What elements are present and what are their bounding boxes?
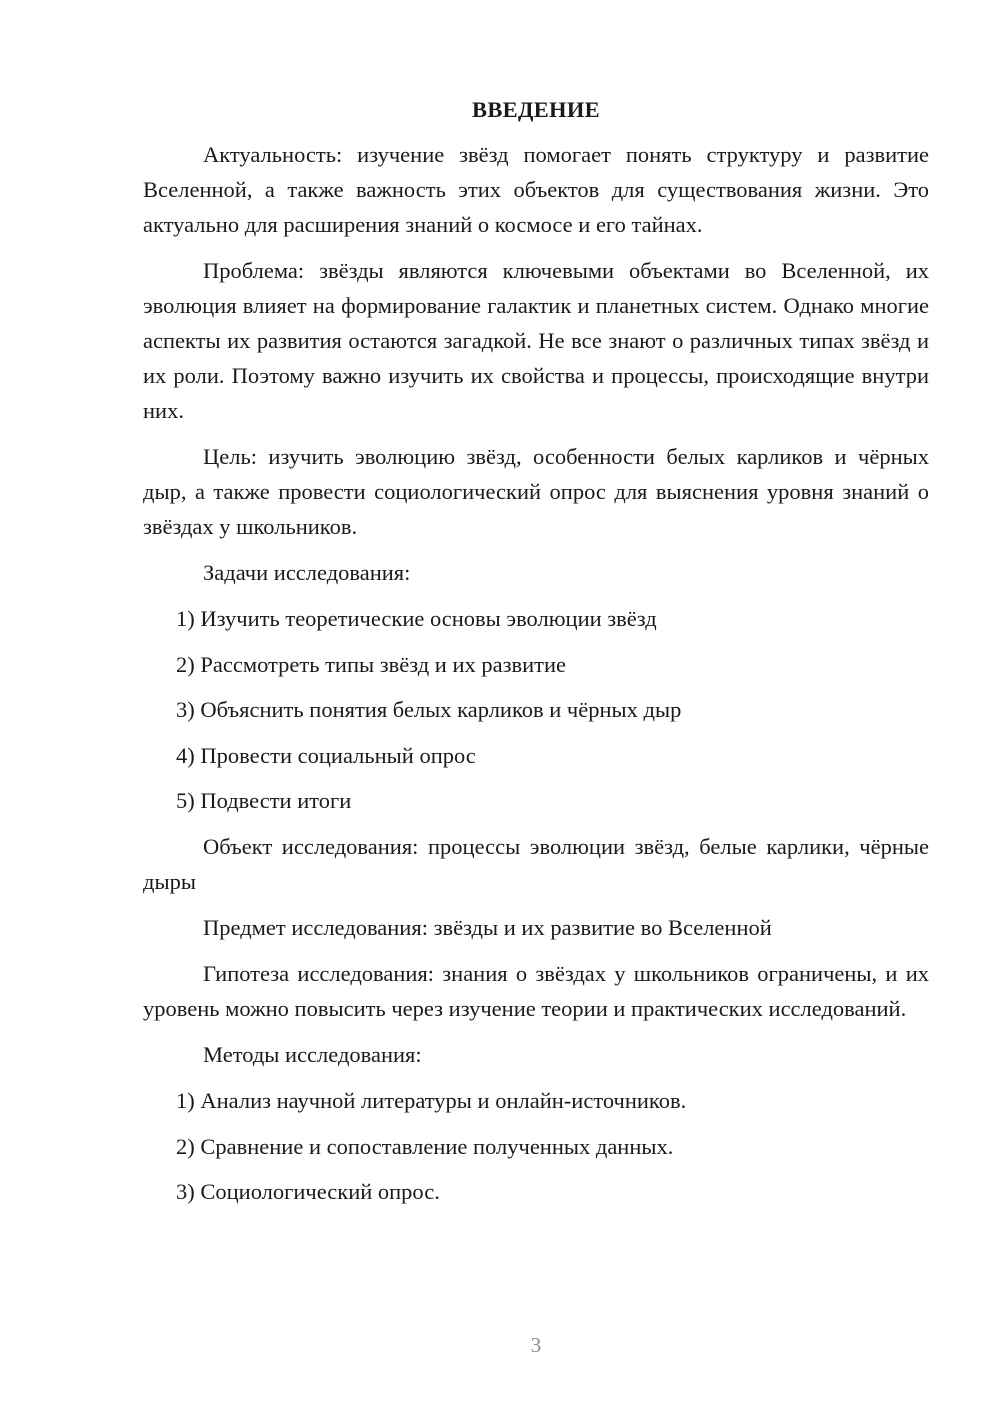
problem-paragraph: Проблема: звёзды являются ключевыми объектами во Вселенной, их эволюция влияет на формирование галактик и планетных систем. Однако многие аспекты их развития остаются загадкой. Не все знают о различных типах звёзд и их роли. Поэтому важно изучить их свойства и процессы, происходящие внутри них. <box>143 258 929 423</box>
methods-list <box>143 1083 929 1209</box>
hypothesis-paragraph: Гипотеза исследования: знания о звёздах у школьников ограничены, и их уровень можно повысить через изучение теории и практических исследований. <box>143 961 929 1021</box>
relevance-paragraph: Актуальность: изучение звёзд помогает понять структуру и развитие Вселенной, а также важность этих объектов для существования жизни. Это актуально для расширения знаний о космосе и его тайнах. <box>143 142 929 237</box>
list-item: 1) Изучить теоретические основы эволюции звёзд <box>176 606 657 631</box>
list-item: 5) Подвести итоги <box>176 788 352 813</box>
section-title: ВВЕДЕНИЕ <box>472 97 600 122</box>
list-item: 4) Провести социальный опрос <box>176 742 476 768</box>
page-number: 3 <box>530 1333 542 1357</box>
tasks-heading: Задачи исследования: <box>203 560 411 585</box>
methods-heading: Методы исследования: <box>203 1042 422 1067</box>
list-item: 1) Анализ научной литературы и онлайн-источников. <box>176 1088 687 1113</box>
list-item: 3) Объяснить понятия белых карликов и чёрных дыр <box>176 697 682 722</box>
document-body <box>143 92 929 1220</box>
object-paragraph: Объект исследования: процессы эволюции звёзд, белые карлики, чёрные дыры <box>143 834 929 894</box>
goal-paragraph: Цель: изучить эволюцию звёзд, особенности белых карликов и чёрных дыр, а также провести социологический опрос для выяснения уровня знаний о звёздах у школьников. <box>143 444 929 539</box>
list-item: 3) Социологический опрос. <box>176 1179 440 1204</box>
subject-paragraph: Предмет исследования: звёзды и их развитие во Вселенной <box>203 915 772 940</box>
list-item: 2) Рассмотреть типы звёзд и их развитие <box>176 651 567 677</box>
list-item: 2) Сравнение и сопоставление полученных данных. <box>176 1133 674 1159</box>
tasks-list <box>143 601 929 818</box>
